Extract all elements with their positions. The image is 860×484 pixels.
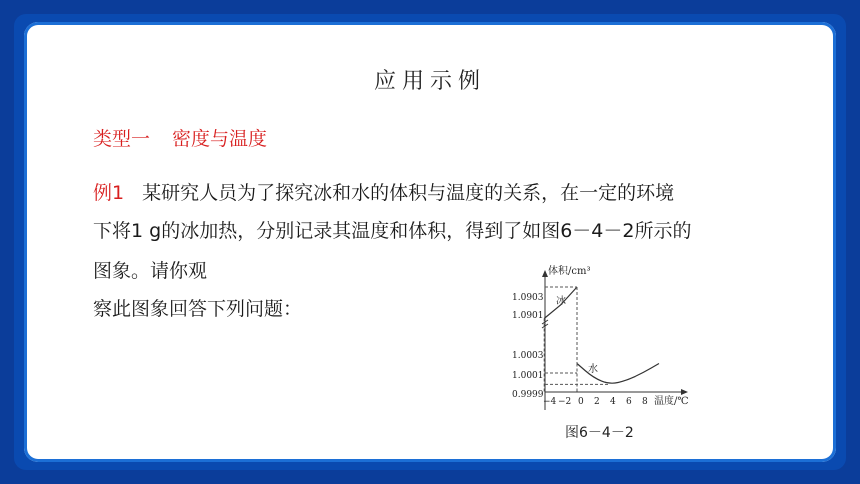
y-tick-label: 1.0001 <box>512 371 544 381</box>
x-axis-arrow <box>681 389 688 395</box>
volume-temperature-chart <box>508 262 708 442</box>
slide-title: 应用示例 <box>373 69 486 94</box>
chart-svg <box>508 262 708 422</box>
example-tag: 例1 <box>93 182 125 204</box>
section-topic: 密度与温度 <box>172 128 268 150</box>
paragraph-text-1: 某研究人员为了探究冰和水的体积与温度的关系，在一定的环境 <box>142 182 675 204</box>
figure-caption: 图6－4－2 <box>565 425 634 441</box>
x-tick-label: 8 <box>642 397 648 407</box>
x-tick-label: 2 <box>594 397 600 407</box>
y-tick-label: 1.0901 <box>512 311 544 321</box>
x-tick-label: 6 <box>626 397 632 407</box>
y-tick-label: 0.9999 <box>512 390 544 400</box>
paragraph-line-4: 察此图象回答下列问题： <box>93 298 303 320</box>
paragraph-line-3: 图象。请你观 <box>93 260 208 282</box>
paragraph-line-1 <box>93 178 674 205</box>
section-label: 类型一 <box>93 128 151 150</box>
x-tick-label: 4 <box>610 397 616 407</box>
y-tick-label: 1.0903 <box>512 293 544 303</box>
x-tick-label: −4 <box>543 397 557 407</box>
ice-annotation: 冰 <box>556 296 566 307</box>
x-axis-label: 温度/℃ <box>654 396 689 407</box>
y-axis-label: 体积/cm³ <box>548 266 591 277</box>
x-tick-label: 0 <box>578 397 584 407</box>
y-tick-label: 1.0003 <box>512 351 544 361</box>
x-tick-label: −2 <box>558 397 572 407</box>
paragraph-line-2: 下将1 g的冰加热，分别记录其温度和体积，得到了如图6－4－2所示的 <box>93 220 692 242</box>
water-annotation: 水 <box>588 364 598 375</box>
section-heading <box>93 124 267 151</box>
